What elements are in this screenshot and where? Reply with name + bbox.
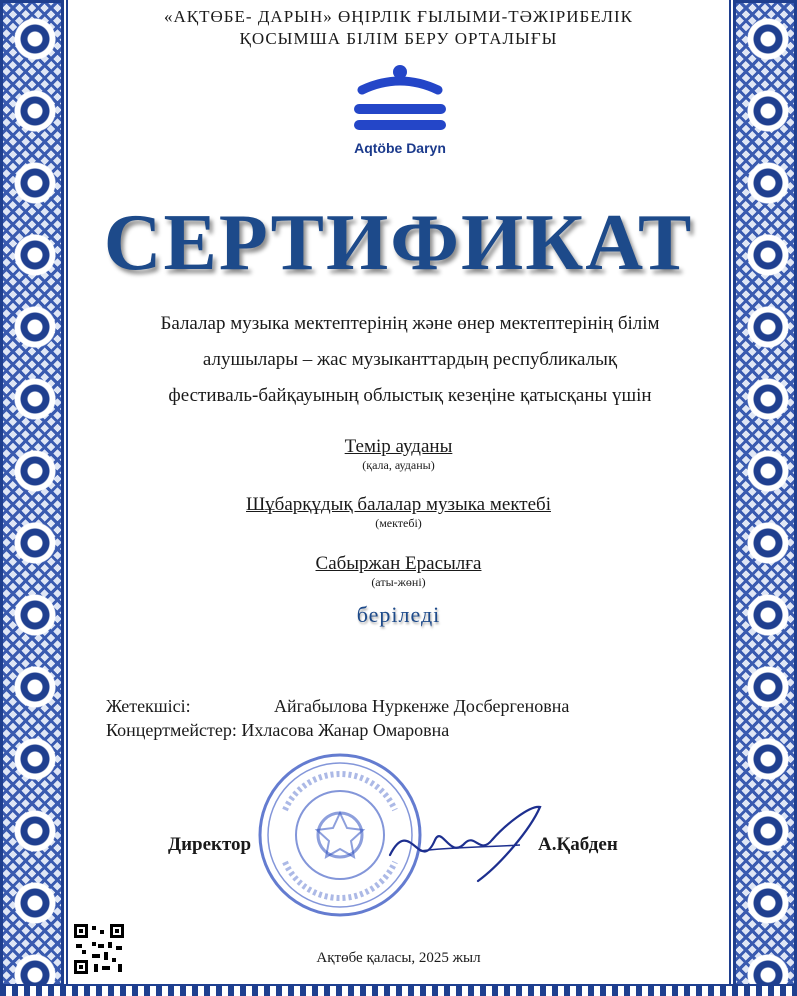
qr-code-icon bbox=[72, 922, 126, 976]
logo-text: Aqtöbe Daryn bbox=[354, 140, 446, 156]
purpose-line-2: алушылары – жас музыканттардың республикалық bbox=[202, 349, 618, 370]
accompanist-row bbox=[106, 718, 449, 742]
district-field bbox=[80, 436, 717, 472]
school-value: Шұбарқұдық балалар музыка мектебі bbox=[246, 494, 551, 515]
director-name: А.Қабден bbox=[538, 834, 618, 855]
district-hint: (қала, ауданы) bbox=[362, 458, 435, 472]
right-ornament-border bbox=[733, 0, 797, 996]
school-field bbox=[80, 494, 717, 530]
accompanist-label: Концертмейстер: bbox=[106, 720, 237, 740]
issuer-header bbox=[80, 6, 717, 50]
issuer-line-2: ҚОСЫМША БІЛІМ БЕРУ ОРТАЛЫҒЫ bbox=[239, 29, 558, 48]
director-label: Директор bbox=[168, 834, 252, 855]
issuer-line-1: «АҚТӨБЕ- ДАРЫН» ӨҢІРЛІК ҒЫЛЫМИ-ТӘЖІРИБЕЛІК bbox=[164, 7, 633, 26]
recipient-hint: (аты-жөні) bbox=[371, 575, 426, 589]
purpose-line-3: фестиваль-байқауының облыстық кезеңіне қатысқаны үшін bbox=[168, 385, 652, 406]
accompanist-name: Ихласова Жанар Омаровна bbox=[241, 720, 450, 740]
left-border-line bbox=[66, 0, 68, 996]
recipient-value: Сабыржан Ерасылға bbox=[315, 553, 482, 574]
certificate-title: СЕРТИФИКАТ bbox=[103, 199, 694, 287]
bottom-ornament-border bbox=[0, 984, 797, 996]
recipient-field bbox=[80, 553, 717, 589]
supervisor-name: Айгабылова Нуркенже Досбергеновна bbox=[274, 696, 570, 716]
supervisor-row bbox=[106, 694, 569, 718]
left-ornament-border bbox=[0, 0, 64, 996]
signature-icon bbox=[380, 795, 550, 885]
supervisor-label: Жетекшісі: bbox=[106, 696, 191, 716]
award-purpose bbox=[110, 306, 710, 414]
right-border-line bbox=[729, 0, 731, 996]
city-year: Ақтөбе қаласы, 2025 жыл bbox=[316, 950, 481, 966]
school-hint: (мектебі) bbox=[375, 516, 422, 530]
purpose-line-1: Балалар музыка мектептерінің және өнер мектептерінің білім bbox=[160, 313, 660, 334]
district-value: Темір ауданы bbox=[344, 436, 453, 457]
awarded-text: беріледі bbox=[356, 602, 441, 627]
